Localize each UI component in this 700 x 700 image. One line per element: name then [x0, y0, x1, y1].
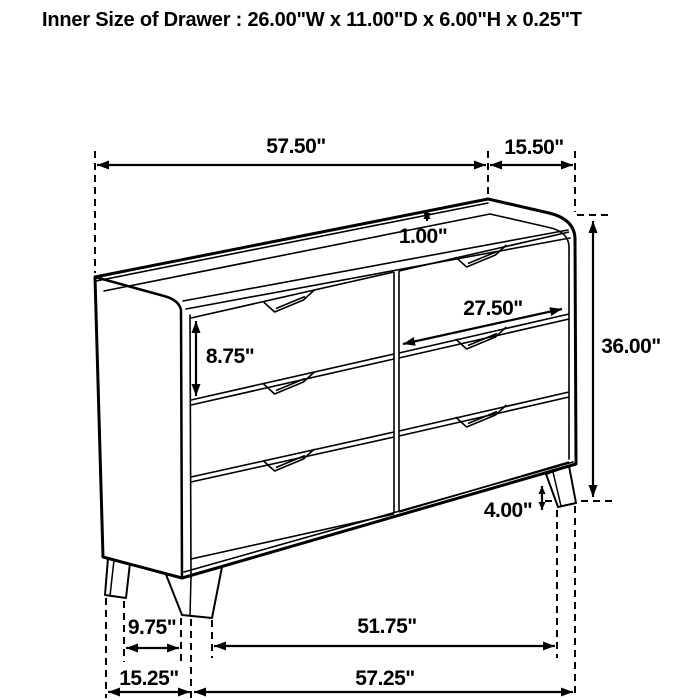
dim-label-base-width: 57.25" — [355, 667, 415, 690]
dresser-body — [95, 199, 576, 618]
dim-label-base-depth: 15.25" — [119, 667, 179, 690]
diagram-title: Inner Size of Drawer : 26.00"W x 11.00"D x 6.00"H x 0.25"T — [42, 9, 582, 31]
dim-label-leg-height: 4.00" — [483, 499, 533, 522]
dim-label-top-width: 57.50" — [266, 135, 326, 158]
dim-label-top-depth: 15.50" — [504, 136, 564, 159]
dim-label-top-thickness: 1.00" — [398, 225, 448, 248]
dim-label-leg-gap-depth: 9.75" — [127, 616, 177, 639]
dim-label-drawer-height: 8.75" — [205, 345, 255, 368]
dim-label-base-inner-width: 51.75" — [357, 615, 417, 638]
dim-label-overall-height: 36.00" — [601, 335, 661, 358]
dim-label-drawer-width: 27.50" — [463, 297, 523, 320]
